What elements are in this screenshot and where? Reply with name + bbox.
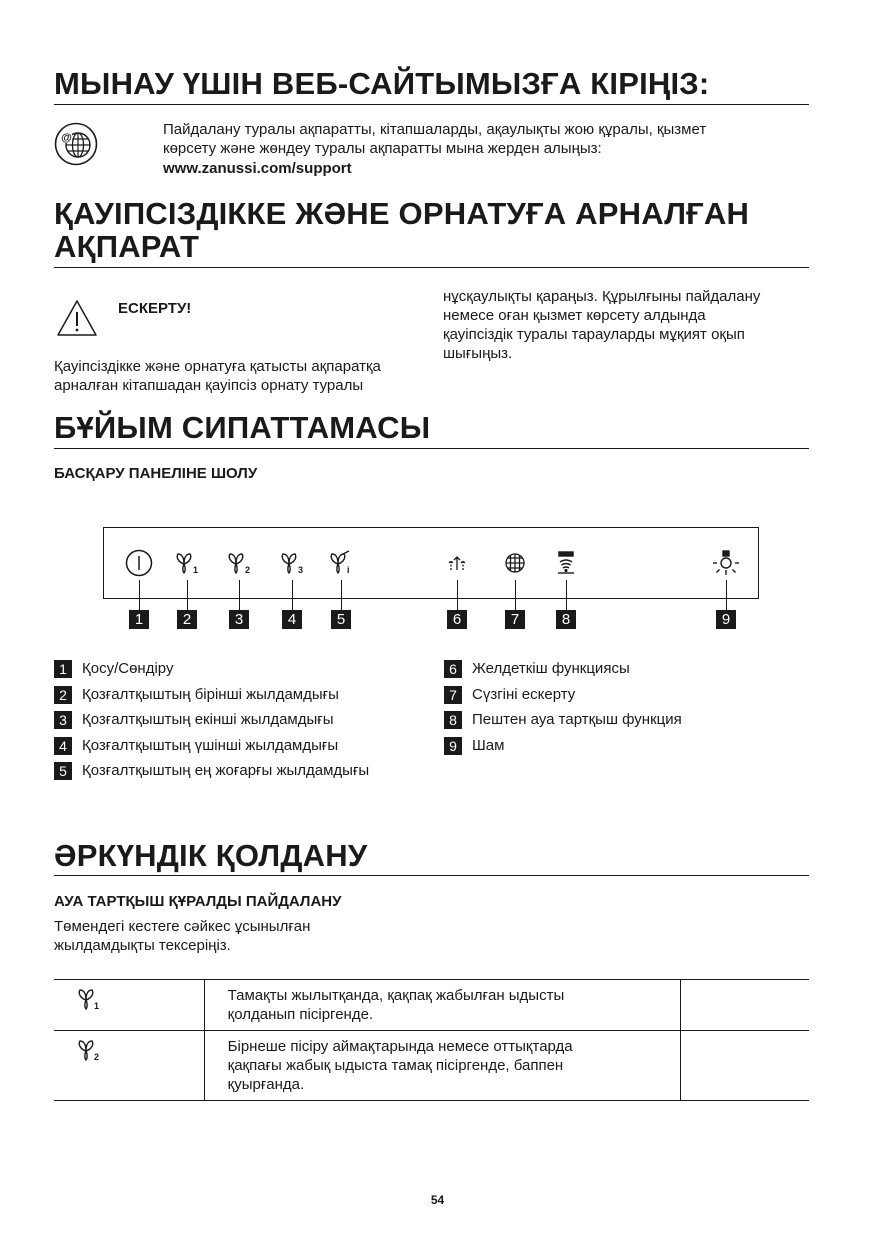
- speed-table: [54, 979, 809, 1101]
- svg-text:@: @: [61, 132, 72, 144]
- legend-item: 1 Қосу/Сөндіру: [54, 659, 173, 678]
- control-panel-subheading: БАСҚАРУ ПАНЕЛІНЕ ШОЛУ: [54, 465, 258, 482]
- fan-speed-3-subscript: 3: [298, 565, 304, 575]
- leader-line: [139, 580, 140, 610]
- description-cell: [204, 1031, 681, 1101]
- fan-speed-1-icon[interactable]: [172, 548, 202, 578]
- divider: [54, 448, 809, 449]
- speed-cell: [54, 1031, 204, 1101]
- safety-heading-line1: ҚАУІПСІЗДІККЕ ЖӘНЕ ОРНАТУҒА АРНАЛҒАН: [54, 196, 750, 231]
- web-heading: МЫНАУ ҮШІН ВЕБ-САЙТЫМЫЗҒА КІРІҢІЗ:: [54, 66, 710, 101]
- description-cell: [204, 980, 681, 1031]
- leader-line: [239, 580, 240, 610]
- description-line: Тамақты жылытқанда, қақпақ жабылған ыдысты: [227, 987, 565, 1004]
- badge-4: 4: [282, 610, 302, 629]
- hood-usage-subheading: АУА ТАРТҚЫШ ҚҰРАЛДЫ ПАЙДАЛАНУ: [54, 893, 342, 910]
- page-number: 54: [430, 1193, 445, 1207]
- fan-intensive-subscript: i: [347, 565, 350, 575]
- fan-speed-2-icon[interactable]: [224, 548, 254, 578]
- leader-line: [726, 580, 727, 610]
- description-line: қақпағы жабық ыдыста тамақ пісіргенде, баппен: [227, 1057, 564, 1074]
- legend-item: 9 Шам: [444, 736, 504, 755]
- support-link[interactable]: www.zanussi.com/support: [163, 160, 352, 177]
- leader-line: [187, 580, 188, 610]
- empty-cell: [681, 1031, 809, 1101]
- filter-alert-icon[interactable]: [500, 548, 530, 578]
- web-line1: Пайдалану туралы ақпаратты, кітапшаларды, ақаулықты жою құралы, қызмет: [163, 121, 707, 138]
- badge-7: 7: [505, 610, 525, 629]
- leader-line: [515, 580, 516, 610]
- safety-right-line4: шығыңыз.: [443, 345, 513, 362]
- badge-9: 9: [716, 610, 736, 629]
- fan-speed-1-icon: [76, 987, 104, 1018]
- warning-icon: [56, 299, 98, 337]
- legend-item: 6 Желдеткіш функциясы: [444, 659, 630, 678]
- badge-8: 8: [556, 610, 576, 629]
- description-line: Бірнеше пісіру аймақтарында немесе оттықтарда: [227, 1038, 573, 1055]
- description-line: қолданып пісіргенде.: [227, 1006, 374, 1023]
- badge-5: 5: [331, 610, 351, 629]
- safety-left-line2: арналған кітапшадан қауіпсіз орнату туралы: [54, 377, 364, 394]
- empty-cell: [681, 980, 809, 1031]
- warning-label: ЕСКЕРТУ!: [118, 300, 192, 317]
- legend-item: 3 Қозғалтқыштың екінші жылдамдығы: [54, 710, 334, 729]
- fan-intensive-icon[interactable]: [326, 548, 356, 578]
- power-icon[interactable]: [124, 548, 154, 578]
- row-speed-subscript: 1: [94, 1001, 100, 1011]
- fan-speed-3-icon[interactable]: [277, 548, 307, 578]
- daily-heading: ӘРКҮНДІК ҚОЛДАНУ: [54, 838, 368, 873]
- safety-right-line2: немесе оған қызмет көрсету алдында: [443, 307, 706, 324]
- safety-right-line3: қауіпсіздік туралы тарауларды мұқият оқып: [443, 326, 745, 343]
- daily-intro-line2: жылдамдықты тексеріңіз.: [54, 937, 231, 954]
- ventilation-icon[interactable]: [442, 548, 472, 578]
- table-row: [54, 1031, 809, 1101]
- safety-left-line1: Қауіпсіздікке және орнатуға қатысты ақпаратқа: [54, 358, 381, 375]
- leader-line: [566, 580, 567, 610]
- table-row: [54, 980, 809, 1031]
- badge-2: 2: [177, 610, 197, 629]
- divider: [54, 267, 809, 268]
- product-heading: БҰЙЫМ СИПАТТАМАСЫ: [54, 410, 431, 445]
- leader-line: [292, 580, 293, 610]
- legend-item: 8 Пештен ауа тартқыш функция: [444, 710, 682, 729]
- hob-to-hood-icon[interactable]: [551, 548, 581, 578]
- description-line: қуырғанда.: [227, 1076, 305, 1093]
- leader-line: [457, 580, 458, 610]
- divider: [54, 875, 809, 876]
- leader-line: [341, 580, 342, 610]
- divider: [54, 104, 809, 105]
- row-speed-subscript: 2: [94, 1052, 100, 1062]
- badge-3: 3: [229, 610, 249, 629]
- legend-item: 2 Қозғалтқыштың бірінші жылдамдығы: [54, 685, 339, 704]
- web-line2: көрсету және жөндеу туралы ақпаратты мына жерден алыңыз:: [163, 140, 602, 157]
- web-globe-icon: [54, 122, 98, 166]
- daily-intro-line1: Төмендегі кестеге сәйкес ұсынылған: [54, 918, 311, 935]
- safety-right-line1: нұсқаулықты қараңыз. Құрылғыны пайдалану: [443, 288, 761, 305]
- legend-item: 5 Қозғалтқыштың ең жоғарғы жылдамдығы: [54, 761, 369, 780]
- fan-speed-2-subscript: 2: [245, 565, 251, 575]
- lamp-icon[interactable]: [711, 548, 741, 578]
- badge-1: 1: [129, 610, 149, 629]
- legend-item: 4 Қозғалтқыштың үшінші жылдамдығы: [54, 736, 338, 755]
- safety-heading-line2: АҚПАРАТ: [54, 229, 200, 264]
- fan-speed-1-subscript: 1: [193, 565, 199, 575]
- speed-cell: [54, 980, 204, 1031]
- badge-6: 6: [447, 610, 467, 629]
- legend-item: 7 Сүзгіні ескерту: [444, 685, 575, 704]
- fan-speed-2-icon: [76, 1038, 104, 1069]
